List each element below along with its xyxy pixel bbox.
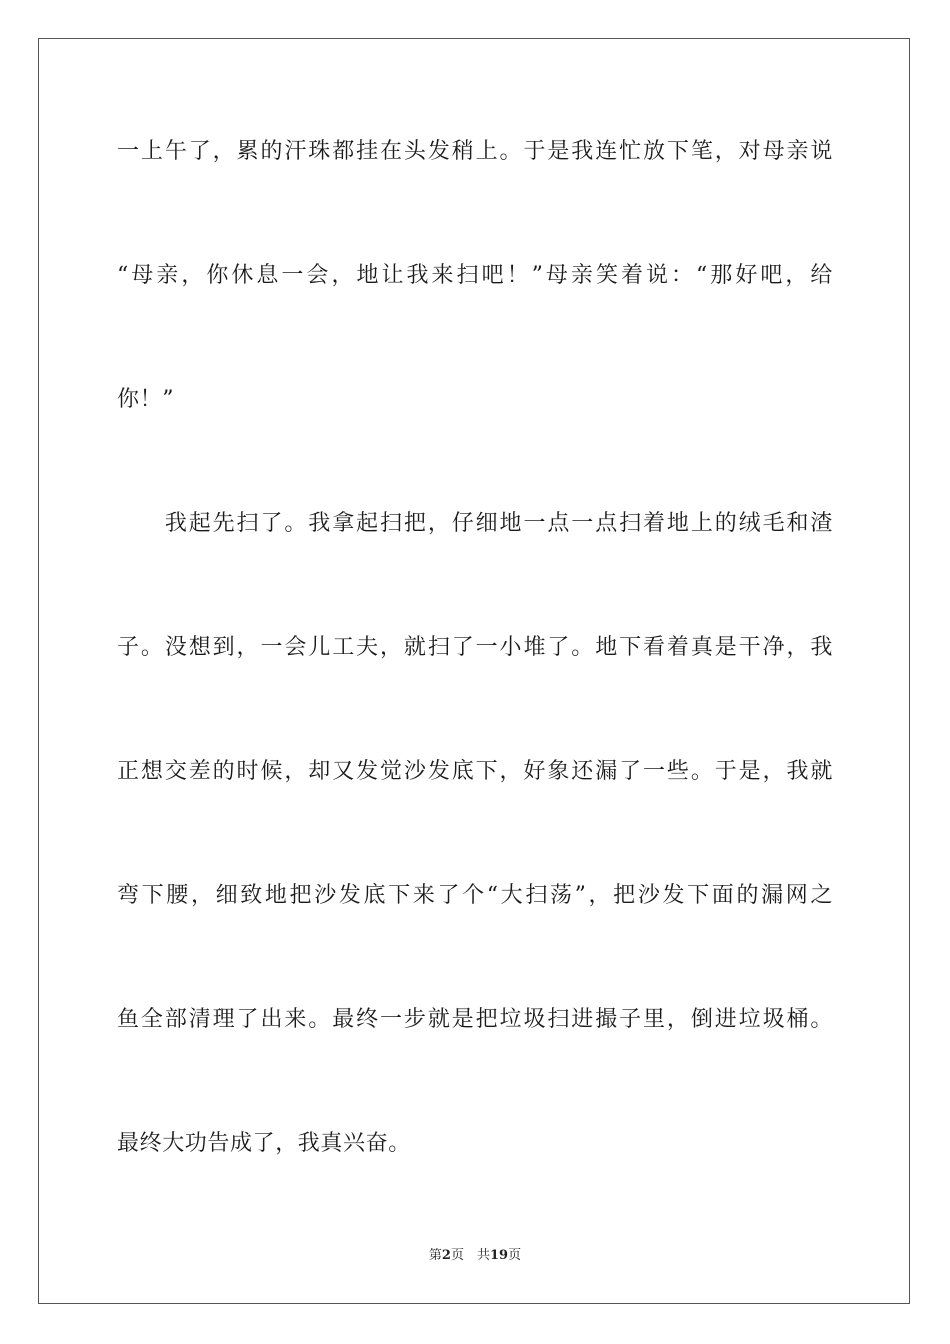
body-line-9: 最终大功告成了，我真兴奋。 <box>117 1131 411 1156</box>
page-footer <box>0 1247 950 1265</box>
total-page-count: 19 <box>489 1248 509 1263</box>
body-line-2: “母亲，你休息一会，地让我来扫吧！”母亲笑着说：“那好吧，给 <box>117 263 833 288</box>
body-line-4: 我起先扫了。我拿起扫把，仔细地一点一点扫着地上的绒毛和渣 <box>117 511 833 536</box>
footer-prefix: 第 <box>428 1248 442 1263</box>
body-line-7: 弯下腰，细致地把沙发底下来了个“大扫荡”，把沙发下面的漏网之 <box>117 883 833 908</box>
page-border <box>38 38 910 1304</box>
footer-middle: 页 共 <box>450 1248 490 1263</box>
body-line-8: 鱼全部清理了出来。最终一步就是把垃圾扫进撮子里，倒进垃圾桶。 <box>117 1007 833 1032</box>
body-line-5: 子。没想到，一会儿工夫，就扫了一小堆了。地下看着真是干净，我 <box>117 635 833 660</box>
body-line-1: 一上午了，累的汗珠都挂在头发稍上。于是我连忙放下笔，对母亲说 <box>117 139 833 164</box>
footer-suffix: 页 <box>508 1248 522 1263</box>
current-page-number: 2 <box>441 1248 451 1263</box>
body-line-3: 你！” <box>117 387 175 412</box>
body-line-6: 正想交差的时候，却又发觉沙发底下，好象还漏了一些。于是，我就 <box>117 759 833 784</box>
